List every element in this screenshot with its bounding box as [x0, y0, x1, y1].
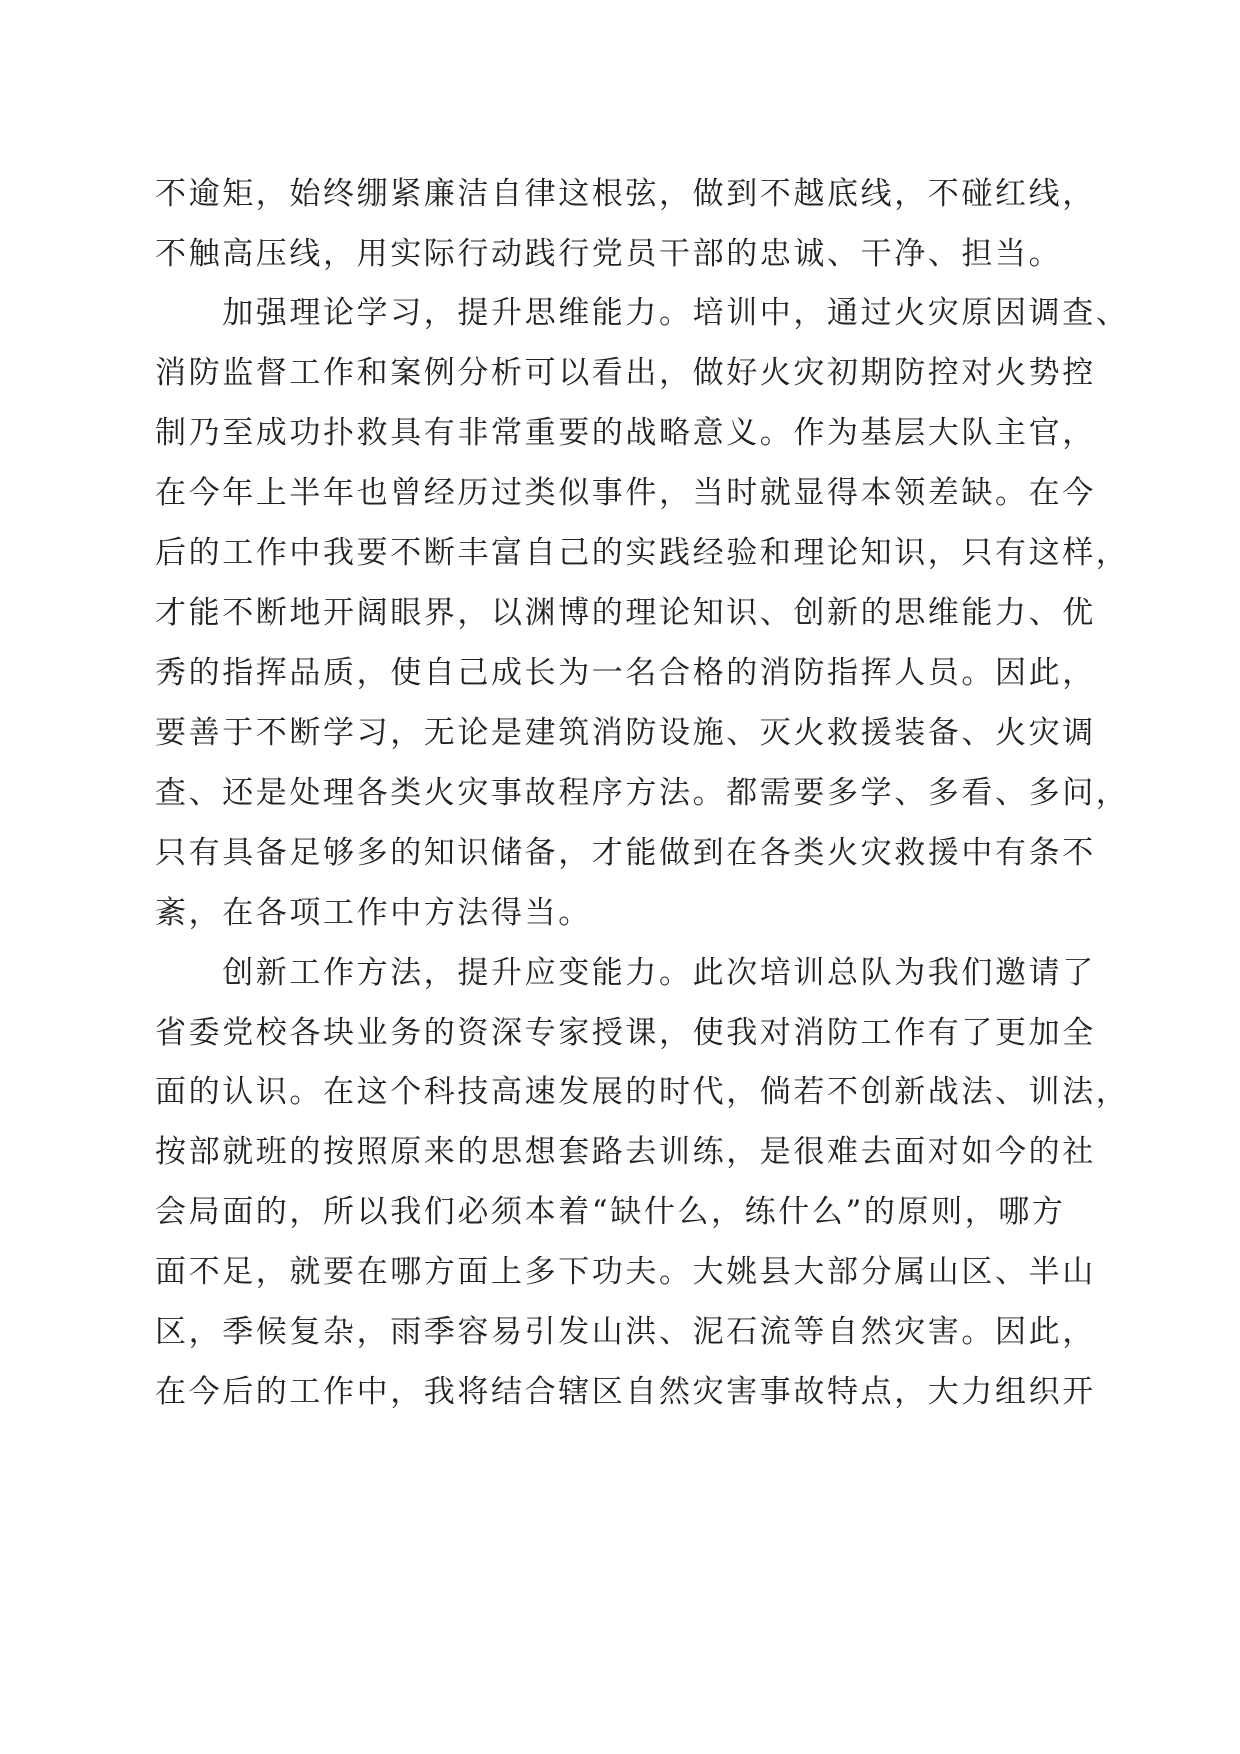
text-line: 在今后的工作中，我将结合辖区自然灾害事故特点，大力组织开 [155, 1374, 1096, 1410]
text-line: 查、还是处理各类火灾事故程序方法。都需要多学、多看、多问， [155, 775, 1130, 811]
text-line: 秀的指挥品质，使自己成长为一名合格的消防指挥人员。因此， [155, 655, 1096, 691]
text-line: 制乃至成功扑救具有非常重要的战略意义。作为基层大队主官， [155, 415, 1096, 451]
text-line: 才能不断地开阔眼界，以渊博的理论知识、创新的思维能力、优 [155, 595, 1096, 631]
text-line: 会局面的，所以我们必须本着“缺什么，练什么”的原则，哪方 [155, 1194, 1066, 1230]
text-line: 按部就班的按照原来的思想套路去训练，是很难去面对如今的社 [155, 1134, 1096, 1170]
text-line: 要善于不断学习，无论是建筑消防设施、灭火救援装备、火灾调 [155, 715, 1096, 751]
text-line: 紊，在各项工作中方法得当。 [155, 895, 592, 931]
text-line: 在今年上半年也曾经历过类似事件，当时就显得本领差缺。在今 [155, 475, 1096, 511]
text-line: 不触高压线，用实际行动践行党员干部的忠诚、干净、担当。 [155, 236, 1063, 272]
text-line: 面的认识。在这个科技高速发展的时代，倘若不创新战法、训法， [155, 1074, 1130, 1110]
text-line: 区，季候复杂，雨季容易引发山洪、泥石流等自然灾害。因此， [155, 1314, 1096, 1350]
paragraph-first-line: 加强理论学习，提升思维能力。培训中，通过火灾原因调查、 [155, 295, 1130, 331]
text-line: 省委党校各块业务的资深专家授课，使我对消防工作有了更加全 [155, 1015, 1096, 1051]
paragraph-first-line: 创新工作方法，提升应变能力。此次培训总队为我们邀请了 [155, 955, 1096, 991]
text-line: 面不足，就要在哪方面上多下功夫。大姚县大部分属山区、半山 [155, 1254, 1096, 1290]
text-line: 只有具备足够多的知识储备，才能做到在各类火灾救援中有条不 [155, 835, 1096, 871]
text-line: 后的工作中我要不断丰富自己的实践经验和理论知识，只有这样， [155, 535, 1130, 571]
text-line: 消防监督工作和案例分析可以看出，做好火灾初期防控对火势控 [155, 355, 1096, 391]
text-line: 不逾矩，始终绷紧廉洁自律这根弦，做到不越底线，不碰红线， [155, 176, 1096, 212]
